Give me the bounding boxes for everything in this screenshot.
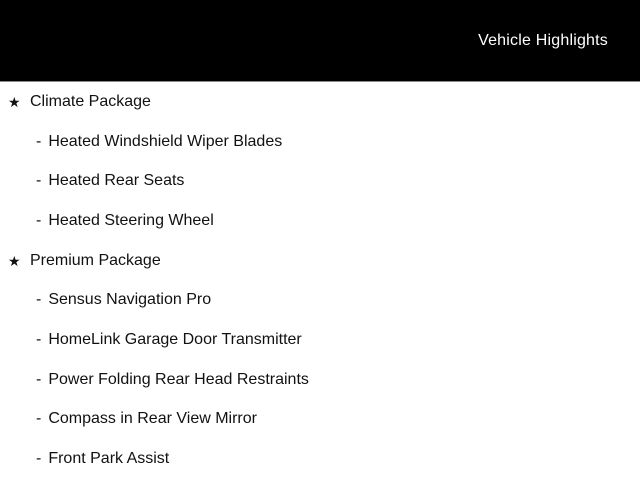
header-bar bbox=[0, 0, 640, 82]
dash-bullet: - bbox=[36, 132, 42, 150]
package-label: Premium Package bbox=[30, 251, 161, 269]
star-icon: ★ bbox=[8, 93, 21, 110]
feature-row bbox=[0, 400, 640, 440]
feature-row bbox=[0, 439, 640, 479]
highlights-list bbox=[0, 82, 640, 480]
dash-bullet: - bbox=[36, 291, 42, 309]
feature-row bbox=[0, 360, 640, 400]
feature-label: Sensus Navigation Pro bbox=[48, 291, 212, 309]
feature-row bbox=[0, 280, 640, 320]
dash-bullet: - bbox=[36, 172, 42, 190]
dash-bullet: - bbox=[36, 211, 42, 229]
feature-row bbox=[0, 122, 640, 162]
feature-label: Compass in Rear View Mirror bbox=[48, 410, 257, 428]
package-row bbox=[0, 82, 640, 122]
feature-row bbox=[0, 201, 640, 241]
dash-bullet: - bbox=[36, 330, 42, 348]
feature-row bbox=[0, 320, 640, 360]
dash-bullet: - bbox=[36, 450, 42, 468]
dash-bullet: - bbox=[36, 370, 42, 388]
feature-label: Heated Rear Seats bbox=[48, 172, 185, 190]
feature-label: Front Park Assist bbox=[48, 450, 170, 468]
package-label: Climate Package bbox=[30, 92, 151, 110]
feature-label: Power Folding Rear Head Restraints bbox=[48, 370, 309, 388]
feature-label: Heated Steering Wheel bbox=[48, 211, 214, 229]
dash-bullet: - bbox=[36, 410, 42, 428]
page-title: Vehicle Highlights bbox=[478, 31, 608, 49]
package-row bbox=[0, 241, 640, 281]
feature-label: Heated Windshield Wiper Blades bbox=[48, 132, 283, 150]
feature-row bbox=[0, 161, 640, 201]
feature-label: HomeLink Garage Door Transmitter bbox=[48, 330, 302, 348]
star-icon: ★ bbox=[8, 252, 21, 269]
